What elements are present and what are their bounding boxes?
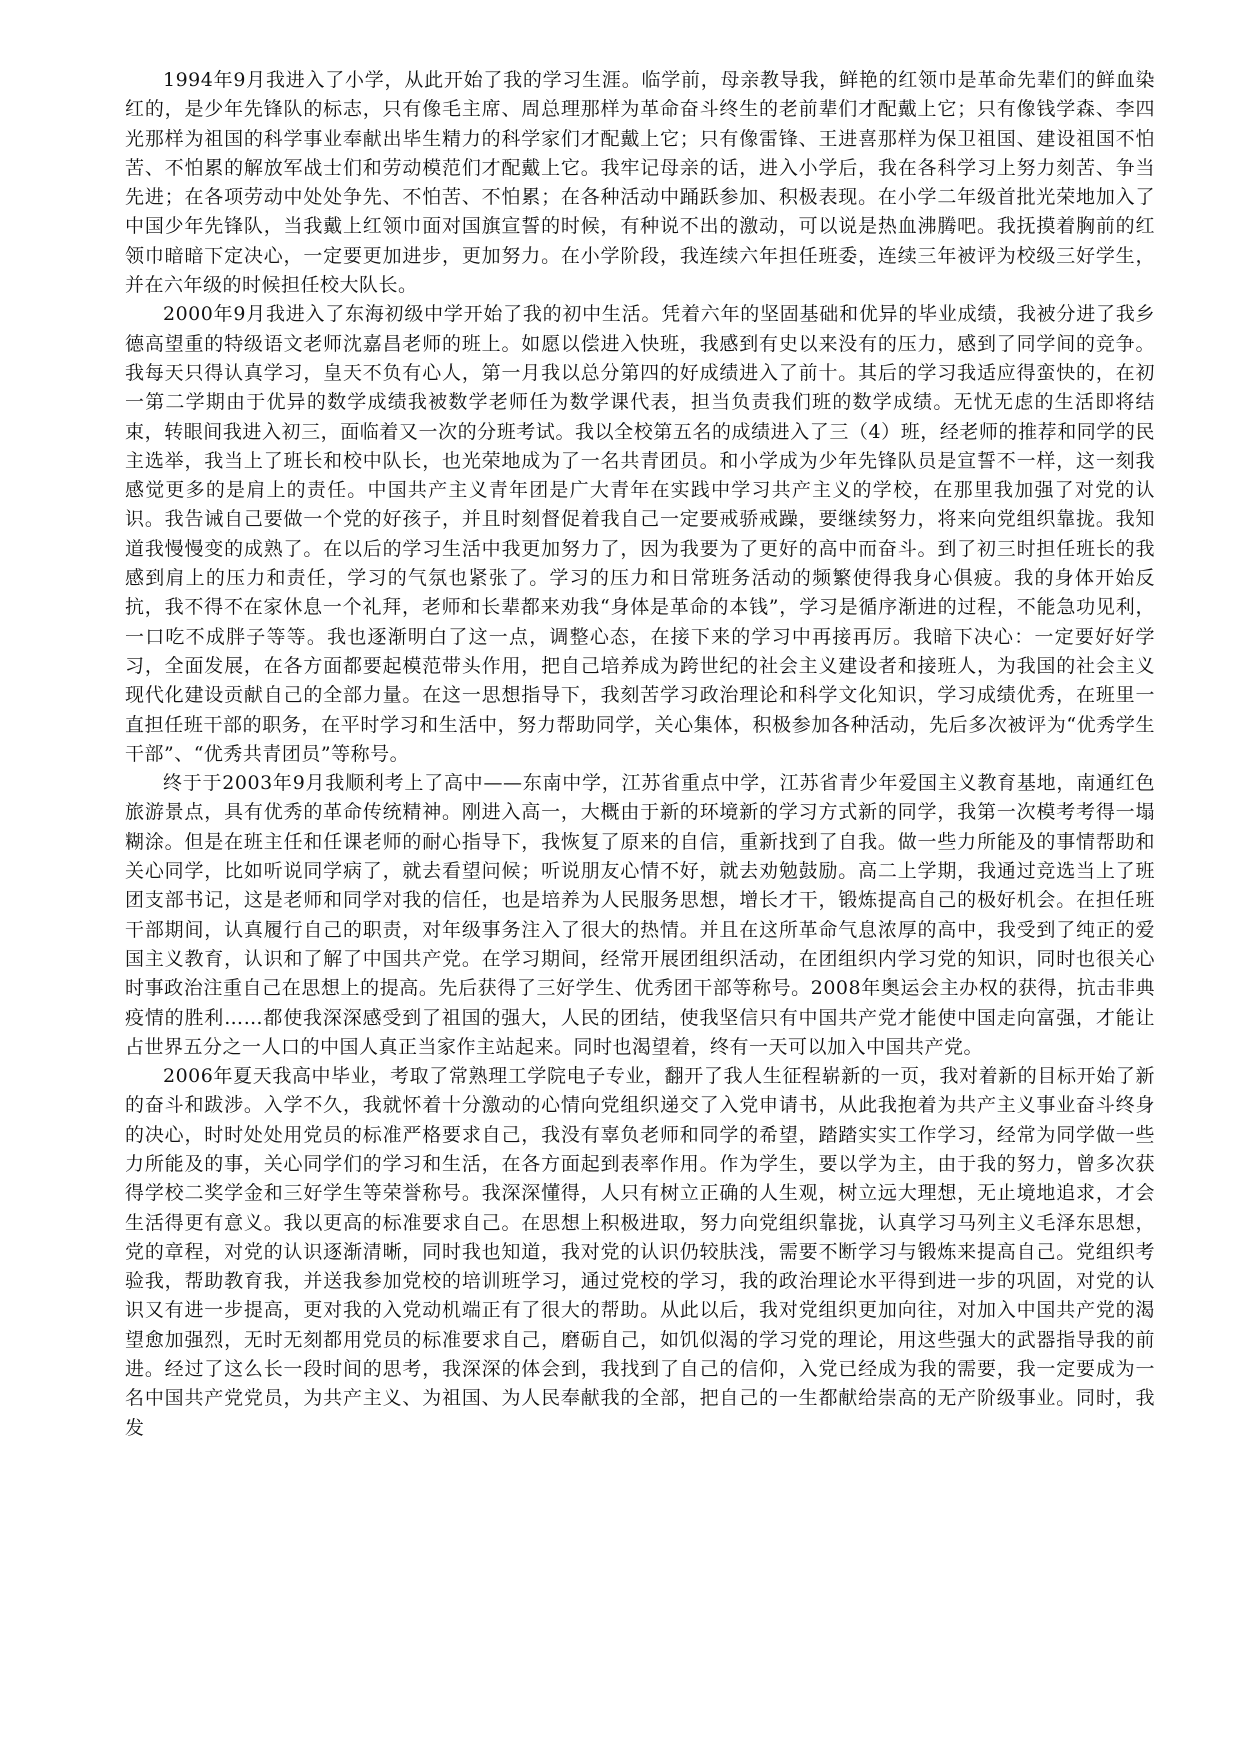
- paragraph-senior-high: 终于于2003年9月我顺利考上了高中——东南中学，江苏省重点中学，江苏省青少年爱国主义教育基地，南通红色旅游景点，具有优秀的革命传统精神。刚进入高一，大概由于新的环境新的学习方式新的同学，我第一次模考考得一塌糊涂。但是在班主任和任课老师的耐心指导下，我恢复了原来的自信，重新找到了自我。做一些力所能及的事情帮助和关心同学，比如听说同学病了，就去看望问候；听说朋友心情不好，就去劝勉鼓励。高二上学期，我通过竞选当上了班团支部书记，这是老师和同学对我的信任，也是培养为人民服务思想，增长才干，锻炼提高自己的极好机会。在担任班干部期间，认真履行自己的职责，对年级事务注入了很大的热情。并且在这所革命气息浓厚的高中，我受到了纯正的爱国主义教育，认识和了解了中国共产党。在学习期间，经常开展团组织活动，在团组织内学习党的知识，同时也很关心时事政治注重自己在思想上的提高。先后获得了三好学生、优秀团干部等称号。2008年奥运会主办权的获得，抗击非典疫情的胜利……都使我深深感受到了祖国的强大，人民的团结，使我坚信只有中国共产党才能使中国走向富强，才能让占世界五分之一人口的中国人真正当家作主站起来。同时也渴望着，终有一天可以加入中国共产党。: [125, 772, 1155, 1058]
- paragraph-college: 2006年夏天我高中毕业，考取了常熟理工学院电子专业，翻开了我人生征程崭新的一页，我对着新的目标开始了新的奋斗和跋涉。入学不久，我就怀着十分激动的心情向党组织递交了入党申请书，从此我抱着为共产主义事业奋斗终身的决心，时时处处用党员的标准严格要求自己，我没有辜负老师和同学的希望，踏踏实实工作学习，经常为同学做一些力所能及的事，关心同学们的学习和生活，在各方面起到表率作用。作为学生，要以学为主，由于我的努力，曾多次获得学校二奖学金和三好学生等荣誉称号。我深深懂得，人只有树立正确的人生观，树立远大理想，无止境地追求，才会生活得更有意义。我以更高的标准要求自己。在思想上积极进取，努力向党组织靠拢，认真学习马列主义毛泽东思想，党的章程，对党的认识逐渐清晰，同时我也知道，我对党的认识仍较肤浅，需要不断学习与锻炼来提高自己。党组织考验我，帮助教育我，并送我参加党校的培训班学习，通过党校的学习，我的政治理论水平得到进一步的巩固，对党的认识又有进一步提高，更对我的入党动机端正有了很大的帮助。从此以后，我对党组织更加向往，对加入中国共产党的渴望愈加强烈，无时无刻都用党员的标准要求自己，磨砺自己，如饥似渴的学习党的理论，用这些强大的武器指导我的前进。经过了这么长一段时间的思考，我深深的体会到，我找到了自己的信仰，入党已经成为我的需要，我一定要成为一名中国共产党党员，为共产主义、为祖国、为人民奉献我的全部，把自己的一生都献给崇高的无产阶级事业。同时，我发: [125, 1065, 1155, 1439]
- paragraph-primary-school: 1994年9月我进入了小学，从此开始了我的学习生涯。临学前，母亲教导我，鲜艳的红领巾是革命先辈们的鲜血染红的，是少年先锋队的标志，只有像毛主席、周总理那样为革命奋斗终生的老前辈们才配戴上它；只有像钱学森、李四光那样为祖国的科学事业奉献出毕生精力的科学家们才配戴上它；只有像雷锋、王进喜那样为保卫祖国、建设祖国不怕苦、不怕累的解放军战士们和劳动模范们才配戴上它。我牢记母亲的话，进入小学后，我在各科学习上努力刻苦、争当先进；在各项劳动中处处争先、不怕苦、不怕累；在各种活动中踊跃参加、积极表现。在小学二年级首批光荣地加入了中国少年先锋队，当我戴上红领巾面对国旗宣誓的时候，有种说不出的激动，可以说是热血沸腾吧。我抚摸着胸前的红领巾暗暗下定决心，一定要更加进步，更加努力。在小学阶段，我连续六年担任班委，连续三年被评为校级三好学生，并在六年级的时候担任校大队长。: [125, 69, 1155, 297]
- document-body: [125, 66, 1155, 1443]
- paragraph-junior-high: 2000年9月我进入了东海初级中学开始了我的初中生活。凭着六年的坚固基础和优异的毕业成绩，我被分进了我乡德高望重的特级语文老师沈嘉昌老师的班上。如愿以偿进入快班，我感到有史以来没有的压力，感到了同学间的竞争。我每天只得认真学习，皇天不负有心人，第一月我以总分第四的好成绩进入了前十。其后的学习我适应得蛮快的，在初一第二学期由于优异的数学成绩我被数学老师任为数学课代表，担当负责我们班的数学成绩。无忧无虑的生活即将结束，转眼间我进入初三，面临着又一次的分班考试。我以全校第五名的成绩进入了三（4）班，经老师的推荐和同学的民主选举，我当上了班长和校中队长，也光荣地成为了一名共青团员。和小学成为少年先锋队员是宣誓不一样，这一刻我感觉更多的是肩上的责任。中国共产主义青年团是广大青年在实践中学习共产主义的学校，在那里我加强了对党的认识。我告诫自己要做一个党的好孩子，并且时刻督促着我自己一定要戒骄戒躁，要继续努力，将来向党组织靠拢。我知道我慢慢变的成熟了。在以后的学习生活中我更加努力了，因为我要为了更好的高中而奋斗。到了初三时担任班长的我感到肩上的压力和责任，学习的气氛也紧张了。学习的压力和日常班务活动的频繁使得我身心俱疲。我的身体开始反抗，我不得不在家休息一个礼拜，老师和长辈都来劝我“身体是革命的本钱”，学习是循序渐进的过程，不能急功见利，一口吃不成胖子等等。我也逐渐明白了这一点，调整心态，在接下来的学习中再接再厉。我暗下决心：一定要好好学习，全面发展，在各方面都要起模范带头作用，把自己培养成为跨世纪的社会主义建设者和接班人，为我国的社会主义现代化建设贡献自己的全部力量。在这一思想指导下，我刻苦学习政治理论和科学文化知识，学习成绩优秀，在班里一直担任班干部的职务，在平时学习和生活中，努力帮助同学，关心集体，积极参加各种活动，先后多次被评为“优秀学生干部”、“优秀共青团员”等称号。: [125, 303, 1155, 765]
